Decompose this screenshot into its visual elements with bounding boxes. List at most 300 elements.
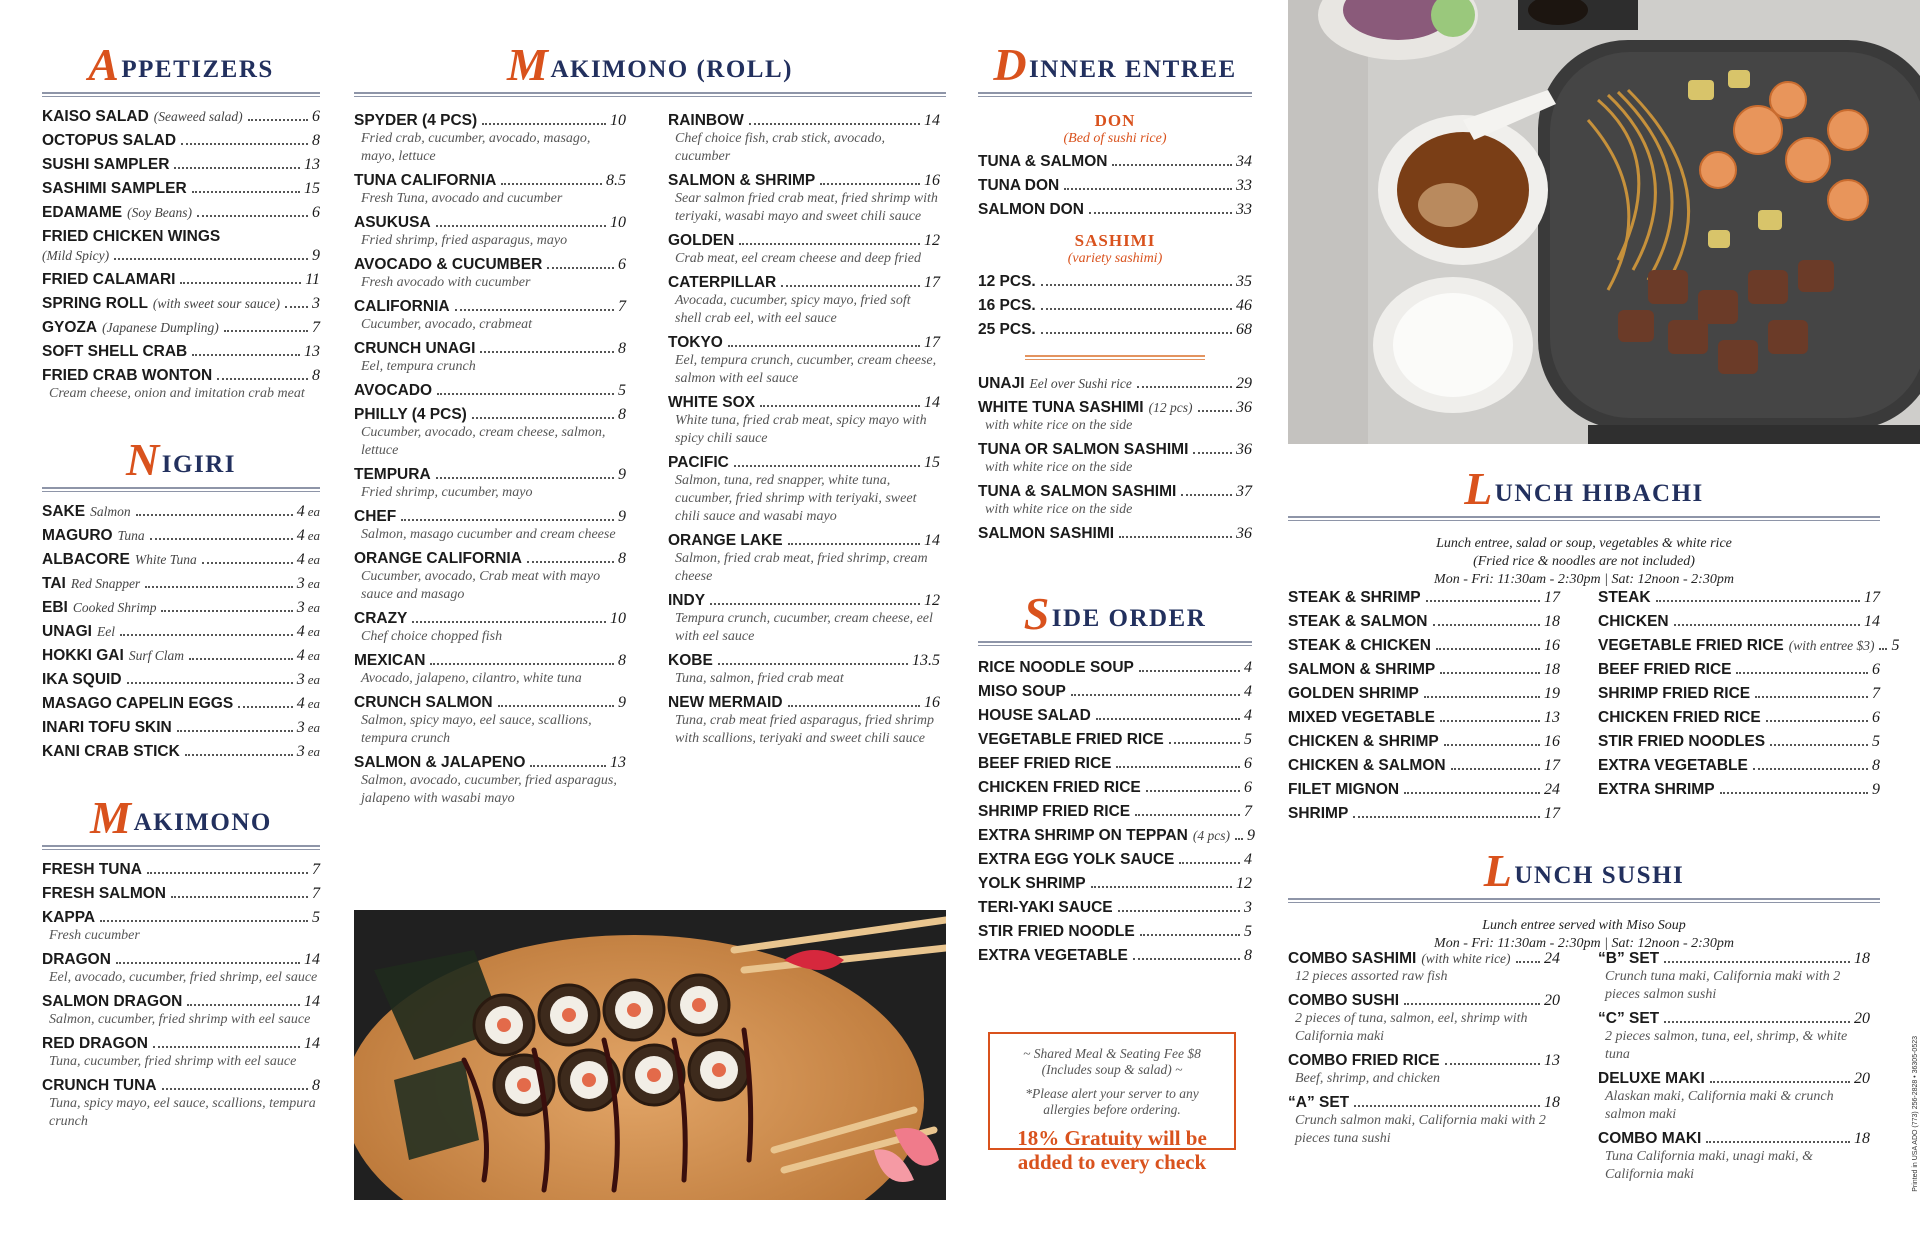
menu-item-row bbox=[1288, 684, 1560, 703]
item-price: 13 bbox=[304, 343, 320, 360]
menu-item bbox=[354, 255, 626, 292]
menu-item bbox=[42, 718, 320, 737]
item-note: Red Snapper bbox=[70, 576, 141, 591]
menu-item bbox=[1598, 636, 1900, 655]
menu-item bbox=[42, 318, 320, 337]
item-name: CHICKEN FRIED RICE bbox=[1598, 709, 1761, 726]
menu-item-row bbox=[978, 946, 1252, 965]
dot-leader bbox=[145, 586, 293, 588]
item-name: ORANGE LAKE bbox=[668, 532, 783, 549]
item-note: Eel bbox=[96, 624, 115, 639]
item-name: HOKKI GAI bbox=[42, 647, 124, 664]
item-name: VEGETABLE FRIED RICE bbox=[1598, 637, 1784, 654]
dot-leader bbox=[480, 351, 614, 353]
lunch-hibachi-title bbox=[1288, 463, 1880, 514]
item-name: WHITE TUNA SASHIMI bbox=[978, 399, 1144, 416]
menu-item bbox=[978, 706, 1252, 725]
menu-item bbox=[978, 374, 1252, 393]
item-description: 12 pieces assorted raw fish bbox=[1295, 969, 1448, 984]
menu-item-row bbox=[1598, 684, 1880, 703]
dinner-entree-title bbox=[978, 39, 1252, 90]
item-name: KANI CRAB STICK bbox=[42, 743, 180, 760]
menu-item bbox=[42, 908, 320, 945]
item-name: EXTRA VEGETABLE bbox=[1598, 757, 1748, 774]
title-rule bbox=[1288, 898, 1880, 903]
title-rest: UNCH HIBACHI bbox=[1494, 480, 1704, 507]
item-price: 3 bbox=[296, 671, 305, 688]
menu-item-row bbox=[42, 574, 320, 593]
menu-item bbox=[42, 131, 320, 150]
lunch-sushi-hours: Mon - Fri: 11:30am - 2:30pm | Sat: 12noon - 2:30pm bbox=[1434, 936, 1734, 951]
item-description: Salmon, spicy mayo, eel sauce, scallions, tempura crunch bbox=[361, 713, 592, 746]
item-price: 13 bbox=[610, 754, 626, 771]
menu-item bbox=[1288, 1051, 1560, 1088]
menu-item bbox=[978, 272, 1252, 291]
makimono-roll-right-list bbox=[668, 106, 940, 748]
menu-item-row bbox=[1288, 949, 1560, 968]
item-price: 9 bbox=[1246, 827, 1255, 844]
dot-leader bbox=[127, 682, 293, 684]
item-note: (12 pcs) bbox=[1148, 400, 1193, 415]
item-price: 14 bbox=[924, 394, 940, 411]
dot-leader bbox=[1664, 1021, 1850, 1023]
price-unit: ea bbox=[307, 528, 320, 543]
item-price: 3 bbox=[296, 719, 305, 736]
menu-item bbox=[354, 693, 626, 748]
item-description: Tuna, crab meat fried asparagus, fried shrimp with scallions, teriyaki and sweet chili sauce bbox=[675, 713, 935, 746]
menu-item-row bbox=[354, 651, 626, 670]
menu-item-row bbox=[1288, 1093, 1560, 1112]
menu-item bbox=[978, 176, 1252, 195]
menu-item bbox=[42, 155, 320, 174]
item-name: FILET MIGNON bbox=[1288, 781, 1400, 798]
item-price: 18 bbox=[1544, 661, 1560, 678]
item-description: Alaskan maki, California maki & crunch salmon maki bbox=[1605, 1089, 1834, 1122]
title-rest: PPETIZERS bbox=[121, 56, 274, 83]
menu-item-row bbox=[978, 482, 1252, 501]
item-name: SPYDER (4 PCS) bbox=[354, 112, 478, 129]
item-price: 17 bbox=[1544, 757, 1560, 774]
item-name: PACIFIC bbox=[668, 454, 729, 471]
dot-leader bbox=[238, 706, 293, 708]
item-name: SPRING ROLL bbox=[42, 295, 148, 312]
item-price: 13 bbox=[1544, 1052, 1560, 1069]
item-price: 6 bbox=[1872, 661, 1880, 678]
item-price: 68 bbox=[1236, 321, 1252, 338]
item-name: TUNA OR SALMON SASHIMI bbox=[978, 441, 1189, 458]
menu-item bbox=[978, 200, 1252, 219]
item-description: Fresh Tuna, avocado and cucumber bbox=[361, 191, 563, 206]
dot-leader bbox=[187, 1004, 300, 1006]
item-description: with white rice on the side bbox=[985, 460, 1133, 475]
menu-item bbox=[354, 651, 626, 688]
menu-item-row bbox=[1598, 1129, 1870, 1148]
menu-item bbox=[42, 1076, 320, 1131]
menu-item-row bbox=[42, 884, 320, 903]
menu-item-row bbox=[42, 1076, 320, 1095]
menu-item-row bbox=[978, 850, 1252, 869]
menu-item bbox=[668, 453, 940, 526]
item-description: Fried shrimp, fried asparagus, mayo bbox=[361, 233, 568, 248]
menu-item bbox=[42, 670, 320, 689]
dot-leader bbox=[1181, 494, 1232, 496]
dot-leader bbox=[820, 183, 920, 185]
dot-leader bbox=[189, 658, 293, 660]
print-credit: Printed in USA ADO (773) 256-2828 • 36305-0523 bbox=[1912, 1036, 1919, 1192]
item-name: SHRIMP FRIED RICE bbox=[1598, 685, 1751, 702]
item-name: 12 PCS. bbox=[978, 273, 1036, 290]
menu-item-row bbox=[978, 176, 1252, 195]
item-description: Tuna, salmon, fried crab meat bbox=[675, 671, 844, 686]
menu-item-row bbox=[978, 802, 1252, 821]
item-name: CRUNCH TUNA bbox=[42, 1077, 157, 1094]
dot-leader bbox=[472, 417, 614, 419]
title-initial: M bbox=[507, 39, 550, 90]
menu-item-row bbox=[42, 526, 320, 545]
menu-item bbox=[42, 270, 320, 289]
menu-item bbox=[668, 591, 940, 646]
item-price: 7 bbox=[312, 885, 320, 902]
item-name: RED DRAGON bbox=[42, 1035, 148, 1052]
menu-item-row bbox=[354, 171, 626, 190]
menu-item bbox=[42, 294, 320, 313]
item-name: KOBE bbox=[668, 652, 713, 669]
menu-item bbox=[668, 273, 940, 328]
menu-item bbox=[978, 874, 1252, 893]
menu-item bbox=[1598, 708, 1880, 727]
dot-leader bbox=[1139, 670, 1240, 672]
item-name: CHICKEN bbox=[1598, 613, 1669, 630]
dot-leader bbox=[224, 330, 308, 332]
notice-line-2: (Includes soup & salad) ~ bbox=[1041, 1062, 1183, 1077]
menu-item-row bbox=[354, 381, 626, 400]
item-price: 9 bbox=[312, 247, 320, 264]
dot-leader bbox=[749, 123, 920, 125]
menu-item bbox=[978, 778, 1252, 797]
menu-item bbox=[978, 922, 1252, 941]
don-heading: DON bbox=[1094, 111, 1136, 130]
item-price: 8 bbox=[312, 132, 320, 149]
item-name: COMBO SASHIMI bbox=[1288, 950, 1417, 967]
item-price: 10 bbox=[610, 112, 626, 129]
title-initial: L bbox=[1483, 845, 1514, 896]
menu-item-row bbox=[668, 273, 940, 292]
dot-leader bbox=[1071, 694, 1240, 696]
dot-leader bbox=[181, 143, 308, 145]
item-price: 17 bbox=[924, 334, 940, 351]
menu-item bbox=[1288, 732, 1560, 751]
item-name: CHICKEN & SALMON bbox=[1288, 757, 1446, 774]
item-note: (with white rice) bbox=[1421, 951, 1511, 966]
dot-leader bbox=[1140, 934, 1240, 936]
menu-item bbox=[354, 405, 626, 460]
item-name: CATERPILLAR bbox=[668, 274, 777, 291]
item-name: CRAZY bbox=[354, 610, 408, 627]
item-name: TUNA CALIFORNIA bbox=[354, 172, 497, 189]
menu-item-row bbox=[42, 294, 320, 313]
menu-item-row bbox=[668, 333, 940, 352]
menu-item bbox=[978, 320, 1252, 339]
notice-line-3: *Please alert your server to any bbox=[1025, 1086, 1199, 1101]
item-name: CRUNCH SALMON bbox=[354, 694, 493, 711]
price-unit: ea bbox=[307, 696, 320, 711]
dot-leader bbox=[1169, 742, 1240, 744]
menu-item bbox=[668, 651, 940, 688]
dot-leader bbox=[1119, 536, 1232, 538]
item-price: 6 bbox=[1244, 779, 1252, 796]
item-price: 17 bbox=[924, 274, 940, 291]
menu-item bbox=[42, 1034, 320, 1071]
item-name: SALMON SASHIMI bbox=[978, 525, 1115, 542]
menu-item-row bbox=[1288, 660, 1560, 679]
item-description: Crab meat, eel cream cheese and deep fried bbox=[675, 251, 921, 266]
hibachi-plate-photo bbox=[1288, 0, 1920, 444]
menu-item-row bbox=[668, 393, 940, 412]
side-order-title bbox=[978, 588, 1252, 639]
item-name: RAINBOW bbox=[668, 112, 744, 129]
menu-item-row bbox=[354, 609, 626, 628]
item-price: 7 bbox=[312, 319, 320, 336]
item-name: MAGURO bbox=[42, 527, 113, 544]
item-price: 5 bbox=[1244, 923, 1252, 940]
item-description: Salmon, tuna, red snapper, white tuna, cucumber, fried shrimp with teriyaki, sweet chili sauce and wasabi mayo bbox=[675, 473, 917, 524]
item-name: TUNA & SALMON bbox=[978, 153, 1108, 170]
item-price: 5 bbox=[312, 909, 320, 926]
item-name: WHITE SOX bbox=[668, 394, 755, 411]
nigiri-list bbox=[42, 502, 320, 761]
item-name: EXTRA SHRIMP bbox=[1598, 781, 1715, 798]
item-price: 18 bbox=[1854, 1130, 1870, 1147]
sushi-roll-photo bbox=[354, 910, 946, 1200]
item-description: Chef choice fish, crab stick, avocado, cucumber bbox=[675, 131, 885, 164]
menu-item-row bbox=[42, 950, 320, 969]
item-description: Salmon, masago cucumber and cream cheese bbox=[361, 527, 616, 542]
menu-item bbox=[354, 753, 626, 808]
menu-item-row bbox=[354, 255, 626, 274]
item-name: EXTRA SHRIMP ON TEPPAN bbox=[978, 827, 1188, 844]
item-name: EXTRA EGG YOLK SAUCE bbox=[978, 851, 1175, 868]
price-unit: ea bbox=[307, 744, 320, 759]
menu-item-row bbox=[354, 507, 626, 526]
dot-leader bbox=[285, 306, 308, 308]
menu-item bbox=[1288, 708, 1560, 727]
notice-line-4: allergies before ordering. bbox=[1043, 1102, 1181, 1117]
item-name: SHRIMP bbox=[1288, 805, 1349, 822]
dot-leader bbox=[185, 754, 293, 756]
menu-item bbox=[42, 860, 320, 879]
title-rule bbox=[978, 641, 1252, 646]
dot-leader bbox=[710, 603, 920, 605]
don-list bbox=[978, 152, 1252, 219]
item-name: CALIFORNIA bbox=[354, 298, 450, 315]
item-name: SUSHI SAMPLER bbox=[42, 156, 170, 173]
menu-item-row bbox=[1598, 949, 1870, 968]
menu-item bbox=[1598, 1129, 1870, 1184]
item-name: CRUNCH UNAGI bbox=[354, 340, 476, 357]
item-name: MIXED VEGETABLE bbox=[1288, 709, 1435, 726]
menu-item bbox=[1598, 949, 1870, 1004]
menu-item bbox=[1598, 1009, 1870, 1064]
item-name: CHICKEN FRIED RICE bbox=[978, 779, 1141, 796]
nigiri-title bbox=[42, 434, 320, 485]
item-price: 24 bbox=[1544, 950, 1560, 967]
menu-item-row bbox=[978, 706, 1252, 725]
item-name: FRIED CHICKEN WINGS bbox=[42, 228, 221, 245]
menu-item bbox=[1288, 756, 1560, 775]
gratuity-line-2: added to every check bbox=[1017, 1150, 1207, 1174]
menu-item bbox=[978, 946, 1252, 965]
menu-item bbox=[42, 203, 320, 222]
price-unit: ea bbox=[307, 504, 320, 519]
item-name: AVOCADO & CUCUMBER bbox=[354, 256, 543, 273]
menu-item bbox=[1598, 1069, 1870, 1124]
menu-item-row bbox=[42, 742, 320, 761]
item-description: Eel, tempura crunch bbox=[361, 359, 476, 374]
item-price: 5 bbox=[1244, 731, 1252, 748]
item-note: White Tuna bbox=[134, 552, 197, 567]
menu-item-row bbox=[1288, 708, 1560, 727]
item-name: UNAJI bbox=[978, 375, 1025, 392]
item-name: TEMPURA bbox=[354, 466, 431, 483]
item-name: HOUSE SALAD bbox=[978, 707, 1091, 724]
item-price: 13.5 bbox=[912, 652, 940, 669]
lunch-sushi-section bbox=[1288, 845, 1880, 953]
menu-item-row bbox=[42, 598, 320, 617]
item-name: IKA SQUID bbox=[42, 671, 122, 688]
menu-item bbox=[978, 826, 1255, 845]
notice-line-1: ~ Shared Meal & Seating Fee $8 bbox=[1023, 1046, 1201, 1061]
menu-item-row bbox=[668, 531, 940, 550]
menu-item-row bbox=[354, 213, 626, 232]
item-price: 12 bbox=[1236, 875, 1252, 892]
menu-item bbox=[978, 754, 1252, 773]
item-price: 18 bbox=[1854, 950, 1870, 967]
lunch-hibachi-info-1: Lunch entree, salad or soup, vegetables & white rice bbox=[1436, 536, 1732, 551]
item-price: 14 bbox=[304, 951, 320, 968]
item-price: 4 bbox=[296, 695, 305, 712]
dot-leader bbox=[1516, 961, 1540, 963]
dot-leader bbox=[728, 345, 920, 347]
menu-item-row bbox=[354, 297, 626, 316]
dot-leader bbox=[1766, 720, 1868, 722]
title-rest: AKIMONO bbox=[133, 809, 272, 836]
menu-item-row bbox=[1288, 804, 1560, 823]
menu-item-row bbox=[978, 874, 1252, 893]
item-name: KAPPA bbox=[42, 909, 96, 926]
divider bbox=[1025, 355, 1205, 360]
price-unit: ea bbox=[307, 600, 320, 615]
menu-item bbox=[354, 549, 626, 604]
item-price: 5 bbox=[1891, 637, 1900, 654]
menu-item bbox=[668, 531, 940, 586]
item-name: ORANGE CALIFORNIA bbox=[354, 550, 522, 567]
dot-leader bbox=[1770, 744, 1868, 746]
dot-leader bbox=[1424, 696, 1540, 698]
item-description: Avocado, jalapeno, cilantro, white tuna bbox=[361, 671, 582, 686]
dot-leader bbox=[1064, 188, 1232, 190]
menu-item bbox=[354, 297, 626, 334]
item-name: RICE NOODLE SOUP bbox=[978, 659, 1134, 676]
dot-leader bbox=[1118, 910, 1240, 912]
item-description: White tuna, fried crab meat, spicy mayo with spicy chili sauce bbox=[675, 413, 927, 446]
item-name: CHEF bbox=[354, 508, 397, 525]
side-order-list bbox=[978, 658, 1255, 965]
price-unit: ea bbox=[307, 552, 320, 567]
item-price: 20 bbox=[1854, 1070, 1870, 1087]
menu-item-row bbox=[978, 200, 1252, 219]
title-rest: IGIRI bbox=[161, 451, 236, 478]
item-name: SALMON & SHRIMP bbox=[1288, 661, 1436, 678]
dot-leader bbox=[788, 543, 920, 545]
lunch-sushi-info: Lunch entree served with Miso Soup bbox=[1482, 918, 1686, 933]
item-price: 8 bbox=[618, 340, 626, 357]
menu-item bbox=[354, 381, 626, 400]
item-price: 15 bbox=[924, 454, 940, 471]
dot-leader bbox=[114, 258, 308, 260]
menu-item bbox=[1288, 780, 1560, 799]
item-price: 6 bbox=[1872, 709, 1880, 726]
menu-item-row bbox=[978, 524, 1252, 543]
dot-leader bbox=[1404, 1003, 1540, 1005]
menu-item bbox=[978, 398, 1252, 435]
item-name: STEAK & SHRIMP bbox=[1288, 589, 1421, 606]
item-price: 9 bbox=[618, 694, 626, 711]
menu-item bbox=[978, 658, 1252, 677]
title-rest: UNCH SUSHI bbox=[1514, 862, 1685, 889]
dot-leader bbox=[1193, 452, 1232, 454]
price-unit: ea bbox=[307, 648, 320, 663]
title-rule bbox=[42, 845, 320, 850]
item-description: Tempura crunch, cucumber, cream cheese, eel with eel sauce bbox=[675, 611, 933, 644]
menu-item-row bbox=[668, 591, 940, 610]
price-unit: ea bbox=[307, 720, 320, 735]
item-price: 12 bbox=[924, 232, 940, 249]
item-price: 14 bbox=[1864, 613, 1880, 630]
title-rest: INNER ENTREE bbox=[1029, 56, 1237, 83]
dot-leader bbox=[116, 962, 300, 964]
item-name: STIR FRIED NOODLES bbox=[1598, 733, 1766, 750]
menu-item-row bbox=[978, 682, 1252, 701]
item-description: Avocada, cucumber, spicy mayo, fried soft shell crab eel, with eel sauce bbox=[675, 293, 911, 326]
item-name: MISO SOUP bbox=[978, 683, 1066, 700]
item-description: Cucumber, avocado, crabmeat bbox=[361, 317, 533, 332]
makimono-roll-left-list bbox=[354, 106, 626, 808]
dot-leader bbox=[788, 705, 920, 707]
dot-leader bbox=[482, 123, 606, 125]
item-name: COMBO FRIED RICE bbox=[1288, 1052, 1440, 1069]
sashimi-note: (variety sashimi) bbox=[1067, 251, 1163, 266]
menu-item-row bbox=[354, 405, 626, 424]
menu-item-row bbox=[978, 658, 1252, 677]
item-price: 6 bbox=[618, 256, 626, 273]
item-price: 8 bbox=[312, 367, 320, 384]
dot-leader bbox=[1879, 648, 1887, 650]
menu-item bbox=[1288, 804, 1560, 823]
item-price: 4 bbox=[296, 623, 305, 640]
makimono-list bbox=[42, 860, 320, 1131]
menu-item-row bbox=[1598, 1069, 1870, 1088]
dot-leader bbox=[177, 730, 293, 732]
sashimi-heading: SASHIMI bbox=[1074, 231, 1156, 250]
menu-item-row bbox=[42, 203, 320, 222]
item-description: Cucumber, avocado, cream cheese, salmon, lettuce bbox=[361, 425, 606, 458]
menu-item bbox=[978, 730, 1252, 749]
title-initial: N bbox=[126, 434, 161, 485]
menu-item bbox=[42, 884, 320, 903]
item-name: STIR FRIED NOODLE bbox=[978, 923, 1135, 940]
item-description: Fresh cucumber bbox=[49, 928, 140, 943]
lunch-hibachi-right-list bbox=[1598, 583, 1900, 799]
